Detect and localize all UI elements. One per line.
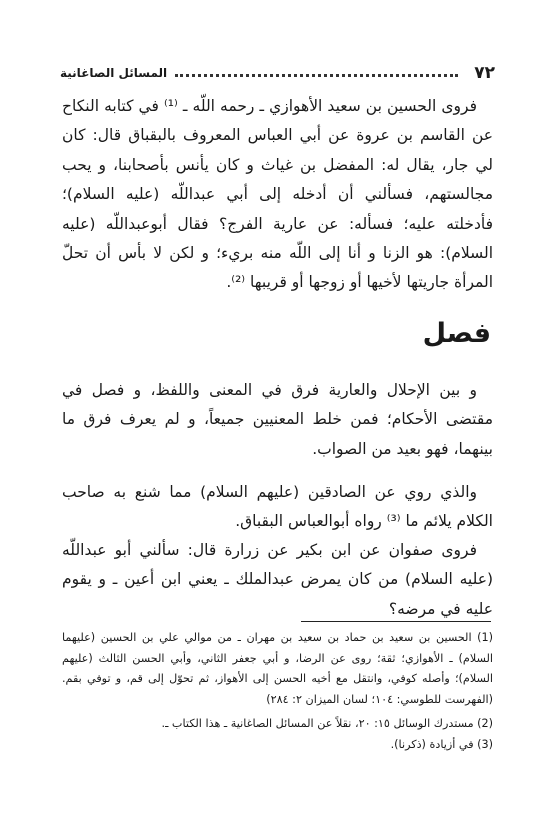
page-header: [60, 62, 495, 84]
footnote-2: (2) مستدرك الوسائل ١٥: ٢٠، نقلاً عن المسائل الصاغانية ـ هذا الكتاب ـ.: [161, 717, 493, 731]
paragraph-sadiqayn: [62, 478, 493, 537]
footnote-separator: [301, 621, 491, 622]
paragraph-text: فروى صفوان عن ابن بكير عن زرارة قال: سألني أبو عبداللّه (عليه السلام) من كان يمرض عبدالملك ـ يعني ابن أعين ـ و يقوم عليه في مرضه؟: [62, 541, 493, 618]
paragraph-distinction: [62, 376, 493, 464]
paragraph-text: و بين الإحلال والعارية فرق في المعنى واللفظ، و فصل في مقتضى الأحكام؛ فمن خلط المعنيين جميعاً، و لم يعرف فرق ما بينهما، فهو بعيد من الصواب.: [62, 381, 493, 458]
paragraph-text: والذي روي عن الصادقين (عليهم السلام) مما شنع به صاحب الكلام يلائم ما ⁽³⁾ رواه أبوالعباس البقباق.: [62, 483, 493, 531]
paragraph-narration-husayn: [62, 92, 493, 298]
footnote-1: (1) الحسين بن سعيد بن حماد بن سعيد بن مهران ـ من موالي علي بن الحسين (عليهما السلام) ـ الأهوازي؛ ثقة؛ روى عن الرضا، و أبي جعفر الثاني، وأبي الحسن الثالث (عليهم السلام)؛ وأصله كوفي، وانتقل مع أخيه الحسن إلى الأهواز، ثم تحوّل إلى قم، و توفي بقم. (الفهرست للطوسي: ١٠٤؛ لسان الميزان ٢: ٢٨٤): [62, 631, 493, 706]
section-heading: فصل: [422, 318, 491, 349]
running-title: المسائل الصاغانية: [60, 66, 168, 80]
footnotes: [62, 628, 493, 756]
paragraph-safwan: [62, 536, 493, 624]
page-number: ٧٢: [474, 63, 495, 83]
header-dotted-leader: [175, 74, 458, 77]
paragraph-text: فروى الحسين بن سعيد الأهوازي ـ رحمه اللّه ـ ⁽¹⁾ في كتابه النكاح عن القاسم بن عروة عن أبي العباس المعروف بالبقباق قال: كان لي جار، يقال له: المفضل بن غياث و كان يأنس بأصحابنا، و يحب مجالستهم، فسألني أن أدخله إلى أبي عبداللّه (عليه السلام)؛ فأدخلته عليه؛ فسأله: عن عارية الفرج؟ فقال أبوعبداللّه (عليه السلام): هو الزنا و أنا إلى اللّه منه بريء؛ و لكن لا بأس أن تحلّ المرأة جاريتها لأخيها أو زوجها أو قريبها ⁽²⁾.: [62, 97, 493, 292]
footnote-3: (3) في أزيادة (ذكرنا).: [390, 737, 493, 751]
